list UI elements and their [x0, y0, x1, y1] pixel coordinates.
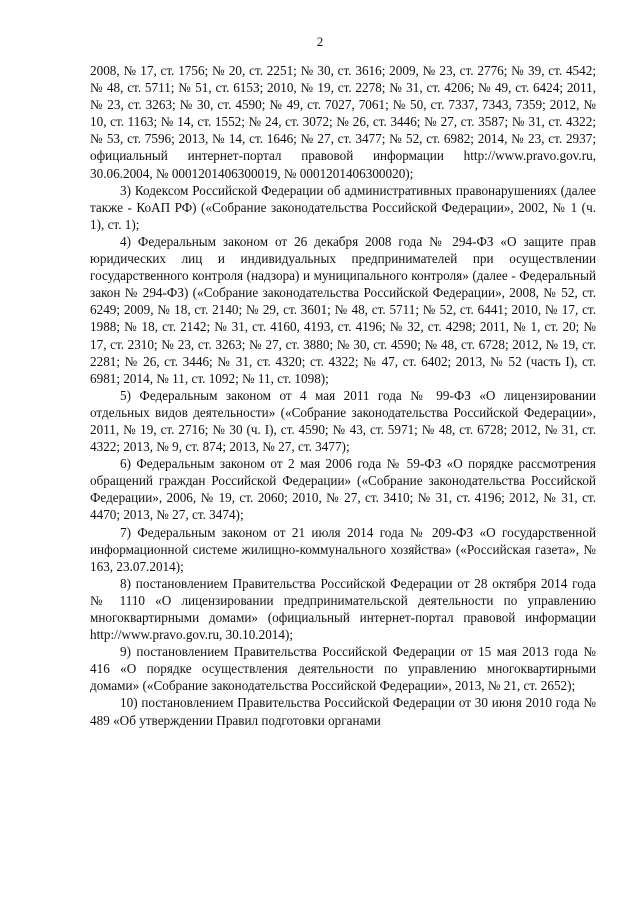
paragraph-item-9: 9) постановлением Правительства Российской Федерации от 15 мая 2013 года № 416 «О порядке осуществления деятельности по управлению многоквартирными домами» («Собрание законодательства Российской Федерации», 2013, № 21, ст. 2652);: [90, 644, 596, 694]
paragraph-item-10: 10) постановлением Правительства Российской Федерации от 30 июня 2010 года № 489 «Об утверждении Правил подготовки органами: [90, 695, 596, 728]
paragraph-item-8: 8) постановлением Правительства Российской Федерации от 28 октября 2014 года № 1110 «О лицензировании предпринимательской деятельности по управлению многоквартирными домами» (официальный интернет-портал правовой информации http://www.pravo.gov.ru, 30.10.2014);: [90, 575, 596, 643]
paragraph-continuation: 2008, № 17, ст. 1756; № 20, ст. 2251; № 30, ст. 3616; 2009, № 23, ст. 2776; № 39, ст. 4542; № 48, ст. 5711; № 51, ст. 6153; 2010, № 19, ст. 2278; № 31, ст. 4206; № 49, ст. 6424; 2011, № 23, ст. 3263; № 30, ст. 4590; № 49, ст. 7027, 7061; № 50, ст. 7337, 7343, 7359; 2012, № 10, ст. 1163; № 14, ст. 1552; № 24, ст. 3072; № 26, ст. 3446; № 27, ст. 3587; № 31, ст. 4322; № 53, ст. 7596; 2013, № 14, ст. 1646; № 27, ст. 3477; № 52, ст. 6982; 2014, № 23, ст. 2937; официальный интернет-портал правовой информации http://www.pravo.gov.ru, 30.06.2004, № 0001201406300019, № 0001201406300020);: [90, 63, 596, 181]
paragraph-item-4: 4) Федеральным законом от 26 декабря 2008 года № 294-ФЗ «О защите прав юридических лиц и индивидуальных предпринимателей при осуществлении государственного контроля (надзора) и муниципального контроля» (далее - Федеральный закон № 294-ФЗ) («Собрание законодательства Российской Федерации», 2008, № 52, ст. 6249; 2009, № 18, ст. 2140; № 29, ст. 3601; № 48, ст. 5711; № 52, ст. 6441; 2010, № 17, ст. 1988; № 18, ст. 2142; № 31, ст. 4160, 4193, ст. 4196; № 32, ст. 4298; 2011, № 1, ст. 20; № 17, ст. 2310; № 23, ст. 3263; № 27, ст. 3880; № 30, ст. 4590; № 48, ст. 6728; 2012, № 19, ст. 2281; № 26, ст. 3446; № 31, ст. 4320; ст. 4322; № 47, ст. 6402; 2013, № 52 (часть I), ст. 6981; 2014, № 11, ст. 1092; № 11, ст. 1098);: [90, 233, 596, 386]
page-number: 2: [316, 34, 324, 49]
paragraph-item-3: 3) Кодексом Российской Федерации об административных правонарушениях (далее также - КоАП РФ) («Собрание законодательства Российской Федерации», 2002, № 1 (ч. 1), ст. 1);: [90, 182, 596, 232]
paragraph-item-5: 5) Федеральным законом от 4 мая 2011 года № 99-ФЗ «О лицензировании отдельных видов деятельности» («Собрание законодательства Российской Федерации», 2011, № 19, ст. 2716; № 30 (ч. I), ст. 4590; № 43, ст. 5971; № 48, ст. 6728; 2012, № 31, ст. 4322; 2013, № 9, ст. 874; 2013, № 27, ст. 3477);: [90, 387, 596, 455]
paragraph-item-6: 6) Федеральным законом от 2 мая 2006 года № 59-ФЗ «О порядке рассмотрения обращений граждан Российской Федерации» («Собрание законодательства Российской Федерации», 2006, № 19, ст. 2060; 2010, № 27, ст. 3410; № 31, ст. 4196; 2012, № 31, ст. 4470; 2013, № 27, ст. 3474);: [90, 456, 596, 523]
paragraph-item-7: 7) Федеральным законом от 21 июля 2014 года № 209-ФЗ «О государственной информационной системе жилищно-коммунального хозяйства» («Российская газета», № 163, 23.07.2014);: [90, 524, 596, 574]
document-body: [90, 62, 596, 729]
